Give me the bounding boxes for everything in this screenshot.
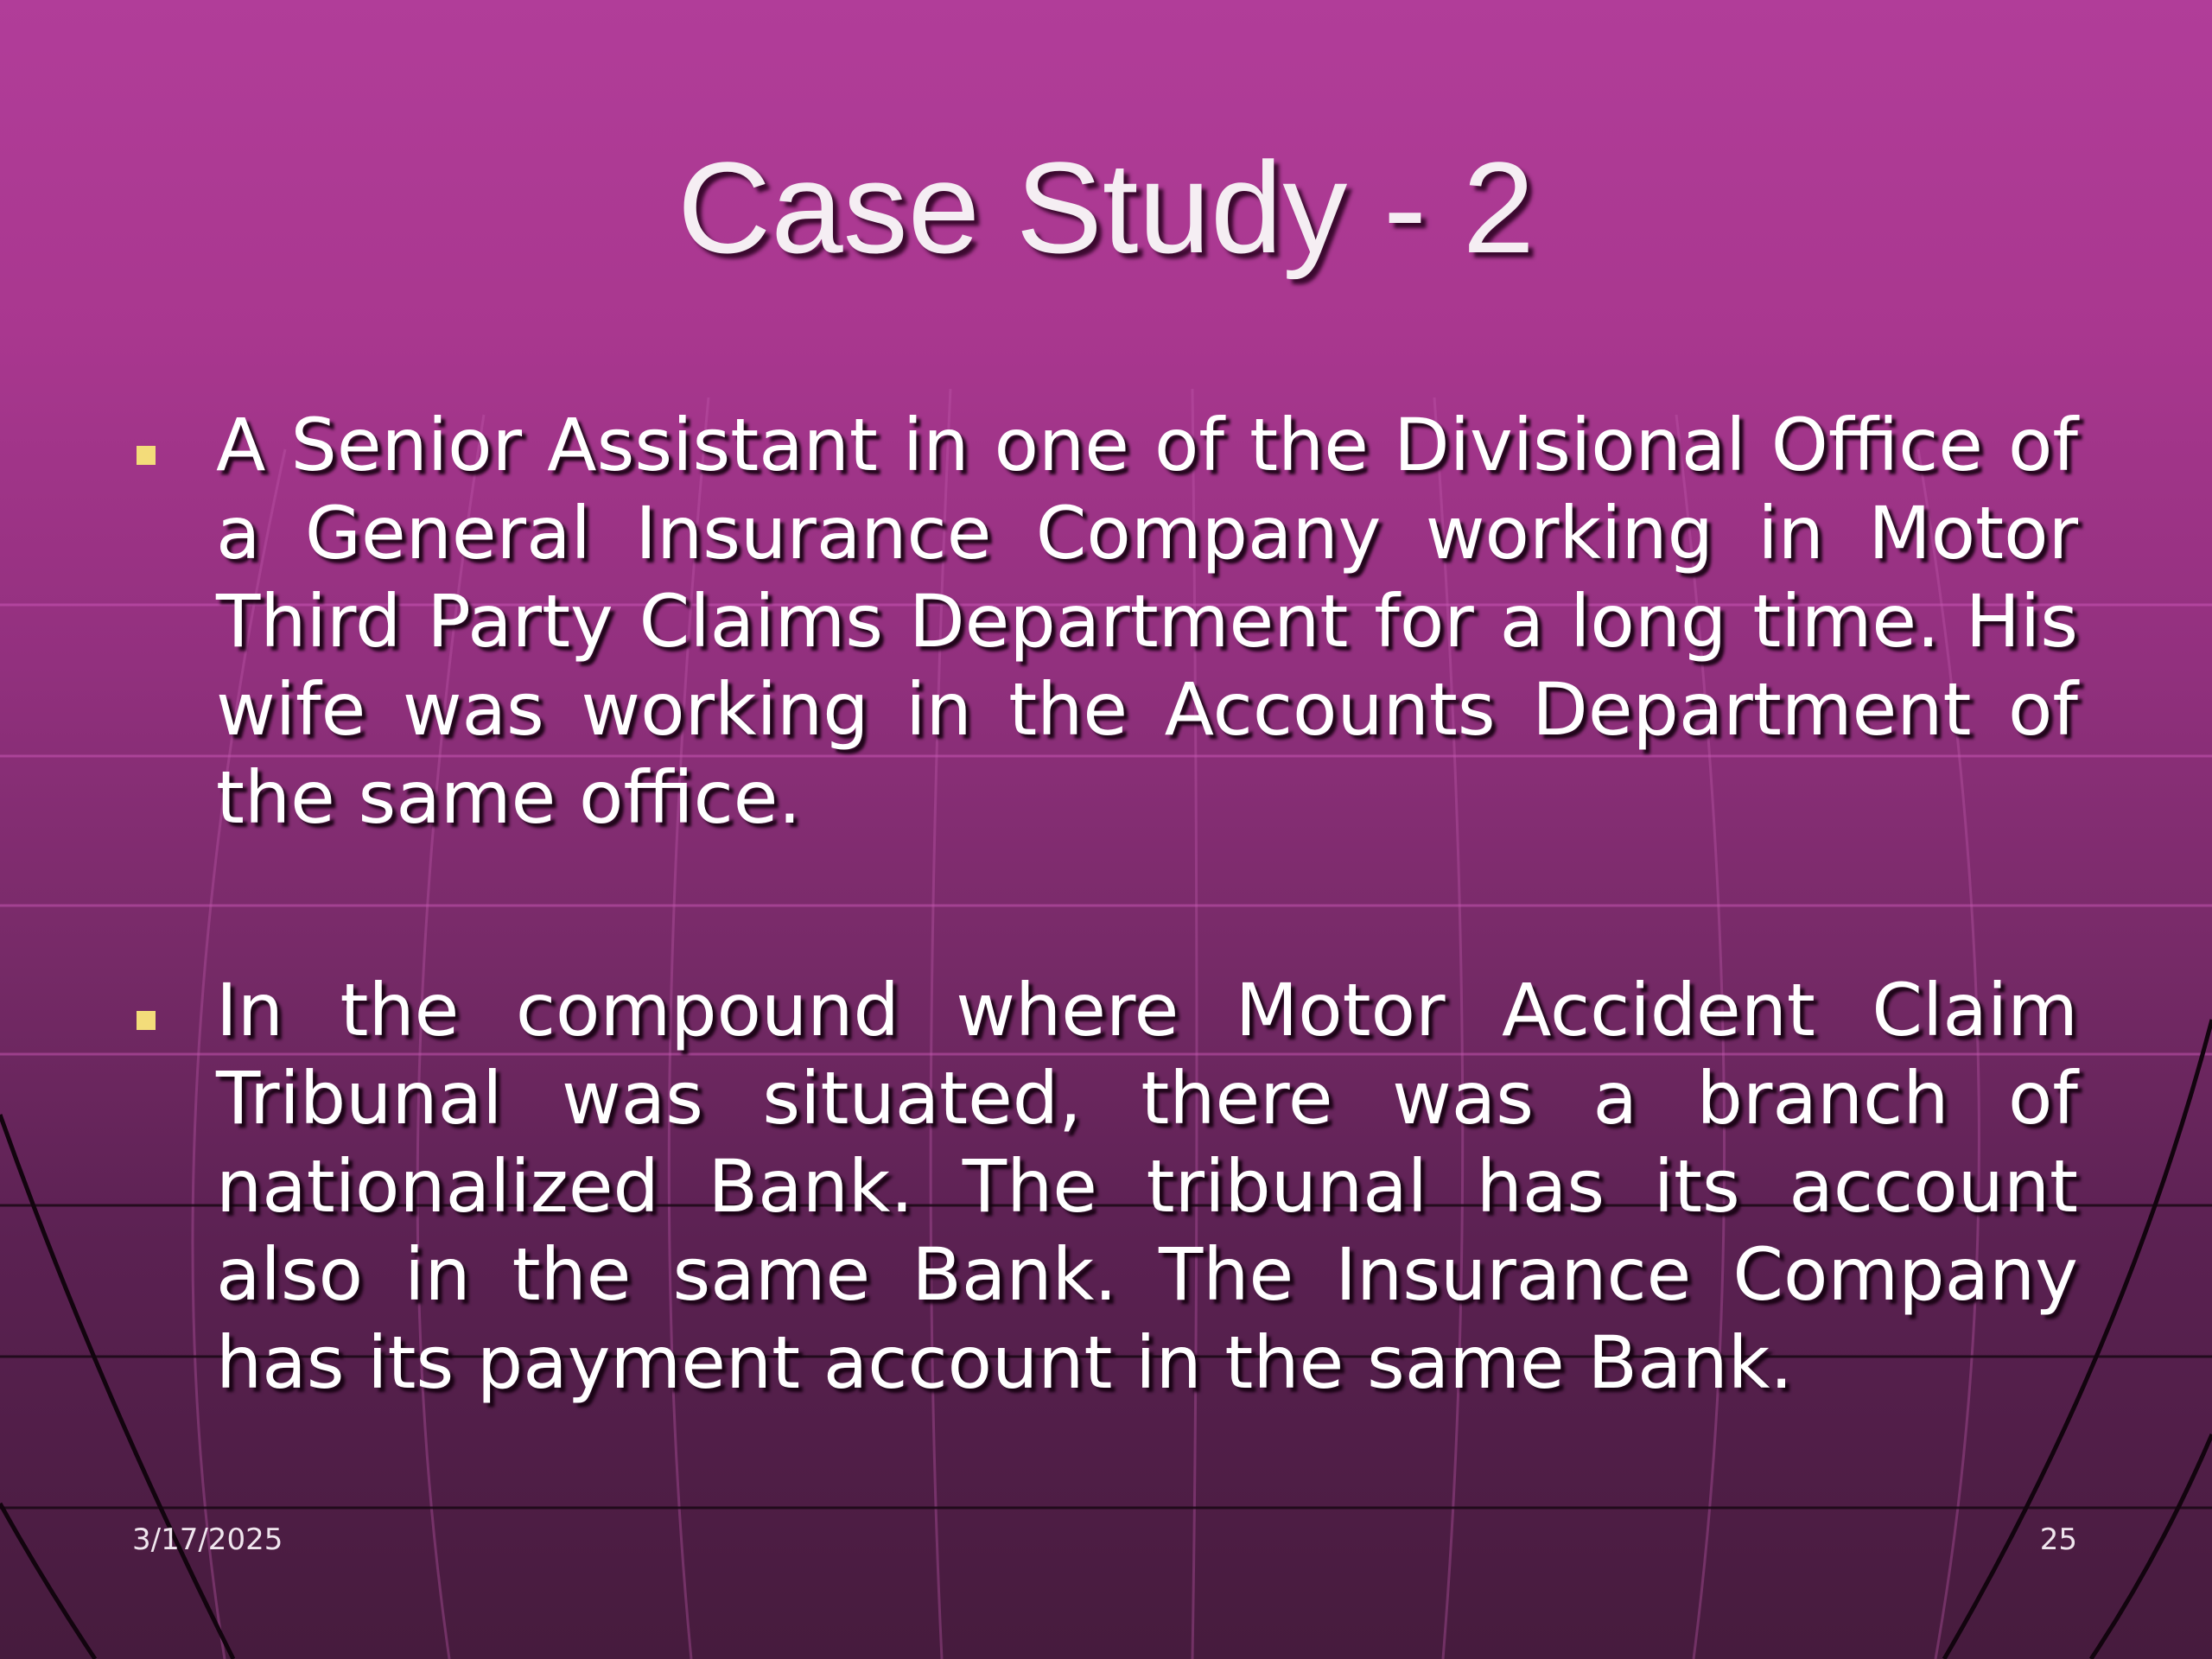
- bullet-text-2: In the compound where Motor Accident Claim Tribunal was situated, there was a branch of nationalized Bank. The tribunal has its account also in the same Bank. The Insurance Company has its payment account in the same Bank.: [216, 968, 2078, 1405]
- bullet-marker-2: [137, 1011, 156, 1030]
- slide-title: Case Study - 2: [677, 135, 1535, 280]
- bullet-text-1: A Senior Assistant in one of the Divisional Office of a General Insurance Company working in Motor Third Party Claims Department for a long time. His wife was working in the Accounts Department of the same office.: [216, 403, 2078, 840]
- slide-number: 25: [2039, 1522, 2077, 1557]
- bullet-marker-1: [137, 446, 156, 465]
- footer-date: 3/17/2025: [132, 1522, 283, 1557]
